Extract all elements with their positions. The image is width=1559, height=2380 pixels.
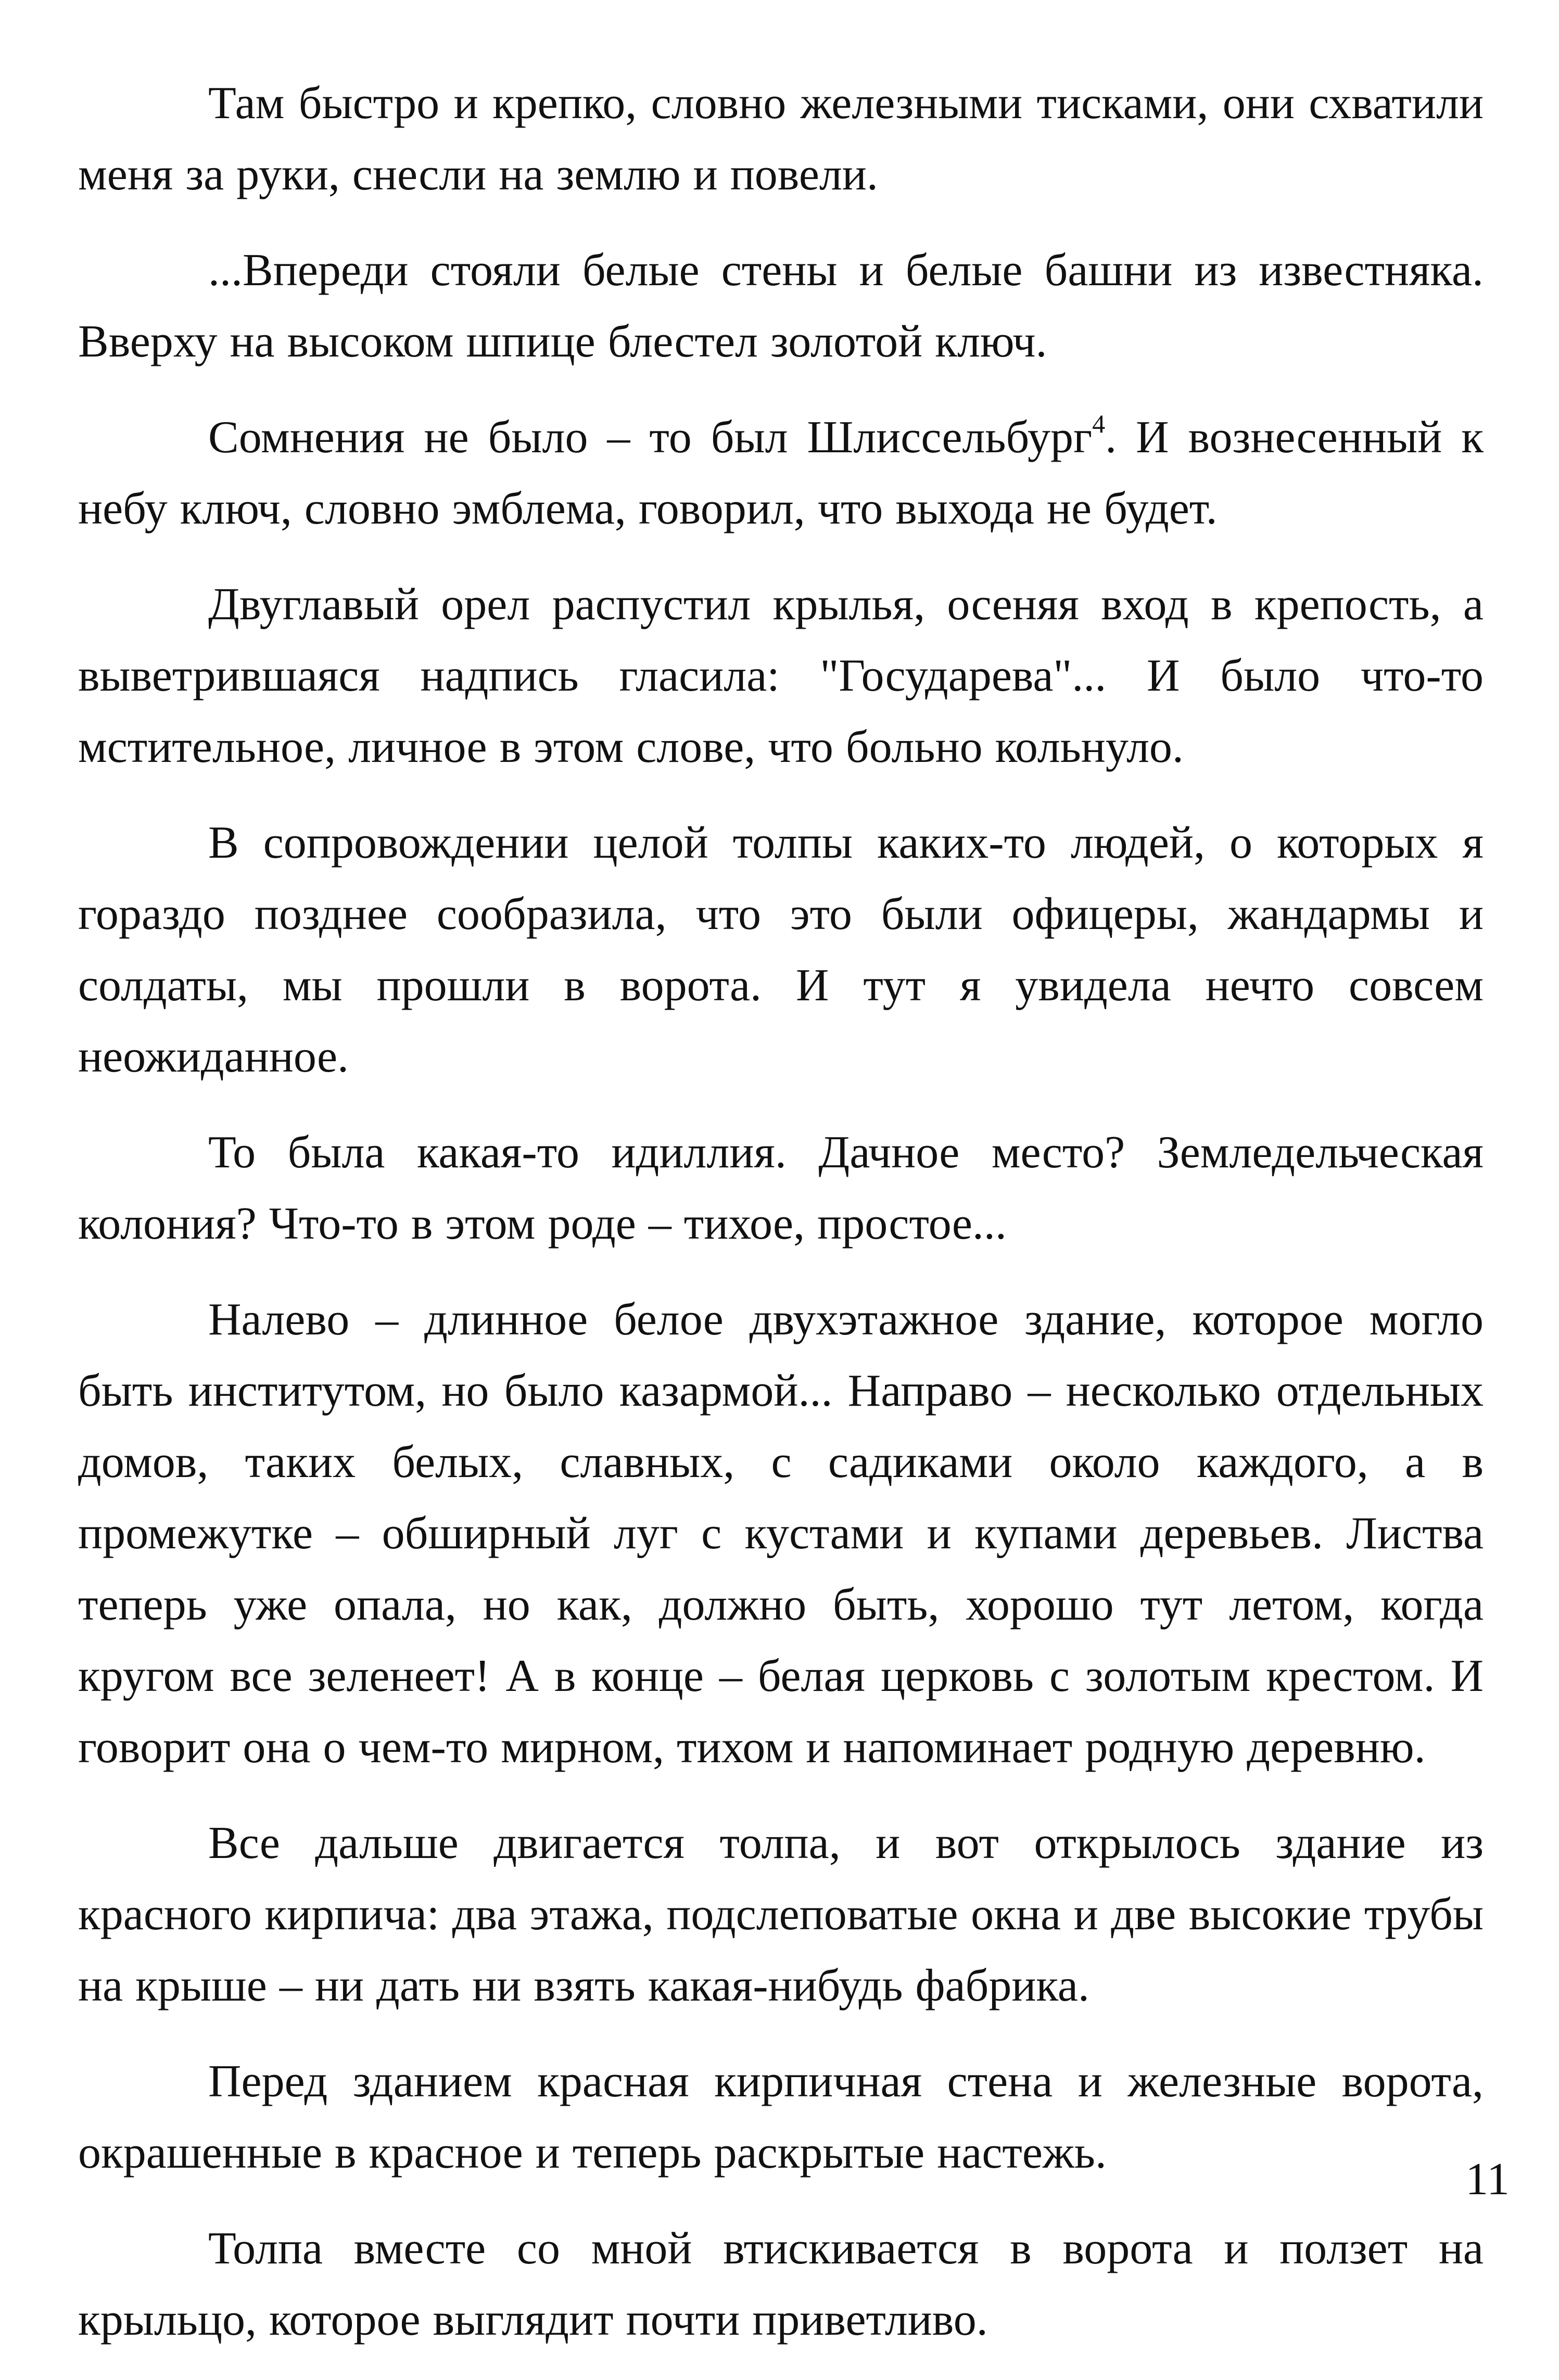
paragraph-8: Все дальше двигается толпа, и вот открылось здание из красного кирпича: два этажа, подслеповатые окна и две высокие трубы на крыше – ни дать ни взять какая-нибудь фабрика.: [78, 1818, 1484, 2011]
page-body: [78, 68, 1484, 2380]
footnote-marker: 4: [1092, 409, 1106, 438]
paragraph-7: Налево – длинное белое двухэтажное здание, которое могло быть институтом, но было казармой... Направо – несколько отдельных домов, таких белых, славных, с садиками около каждого, а в промежутке – обширный луг с кустами и купами деревьев. Листва теперь уже опала, но как, должно быть, хорошо тут летом, когда кругом все зеленеет! А в конце – белая церковь с золотым крестом. И говорит она о чем-то мирном, тихом и напоминает родную деревню.: [78, 1294, 1484, 1773]
paragraph-4: Двуглавый орел распустил крылья, осеняя вход в крепость, а выветрившаяся надпись гласила: "Государева"... И было что-то мстительное, личное в этом слове, что больно кольнуло.: [78, 579, 1484, 772]
paragraph-3-text-after: . И вознесенный к небу ключ, словно эмблема, говорил, что выхода не будет.: [78, 412, 1484, 534]
paragraph-6: То была какая-то идиллия. Дачное место? Земледельческая колония? Что-то в этом роде – тихое, простое...: [78, 1127, 1484, 1249]
paragraph-3-text-before: Сомнения не было – то был Шлиссельбург: [208, 412, 1093, 463]
paragraph-3: [78, 402, 1484, 544]
page-number: 11: [1465, 2154, 1510, 2205]
paragraph-5: В сопровождении целой толпы каких-то людей, о которых я гораздо позднее сообразила, что это были офицеры, жандармы и солдаты, мы прошли в ворота. И тут я увидела нечто совсем неожиданное.: [78, 818, 1484, 1082]
paragraph-2: ...Впереди стояли белые стены и белые башни из известняка. Вверху на высоком шпице блестел золотой ключ.: [78, 245, 1484, 367]
paragraph-9: Перед зданием красная кирпичная стена и железные ворота, окрашенные в красное и теперь раскрытые настежь.: [78, 2056, 1484, 2178]
paragraph-10: Толпа вместе со мной втискивается в ворота и ползет на крыльцо, которое выглядит почти приветливо.: [78, 2223, 1484, 2345]
paragraph-1: Там быстро и крепко, словно железными тисками, они схватили меня за руки, снесли на землю и повели.: [78, 78, 1484, 200]
